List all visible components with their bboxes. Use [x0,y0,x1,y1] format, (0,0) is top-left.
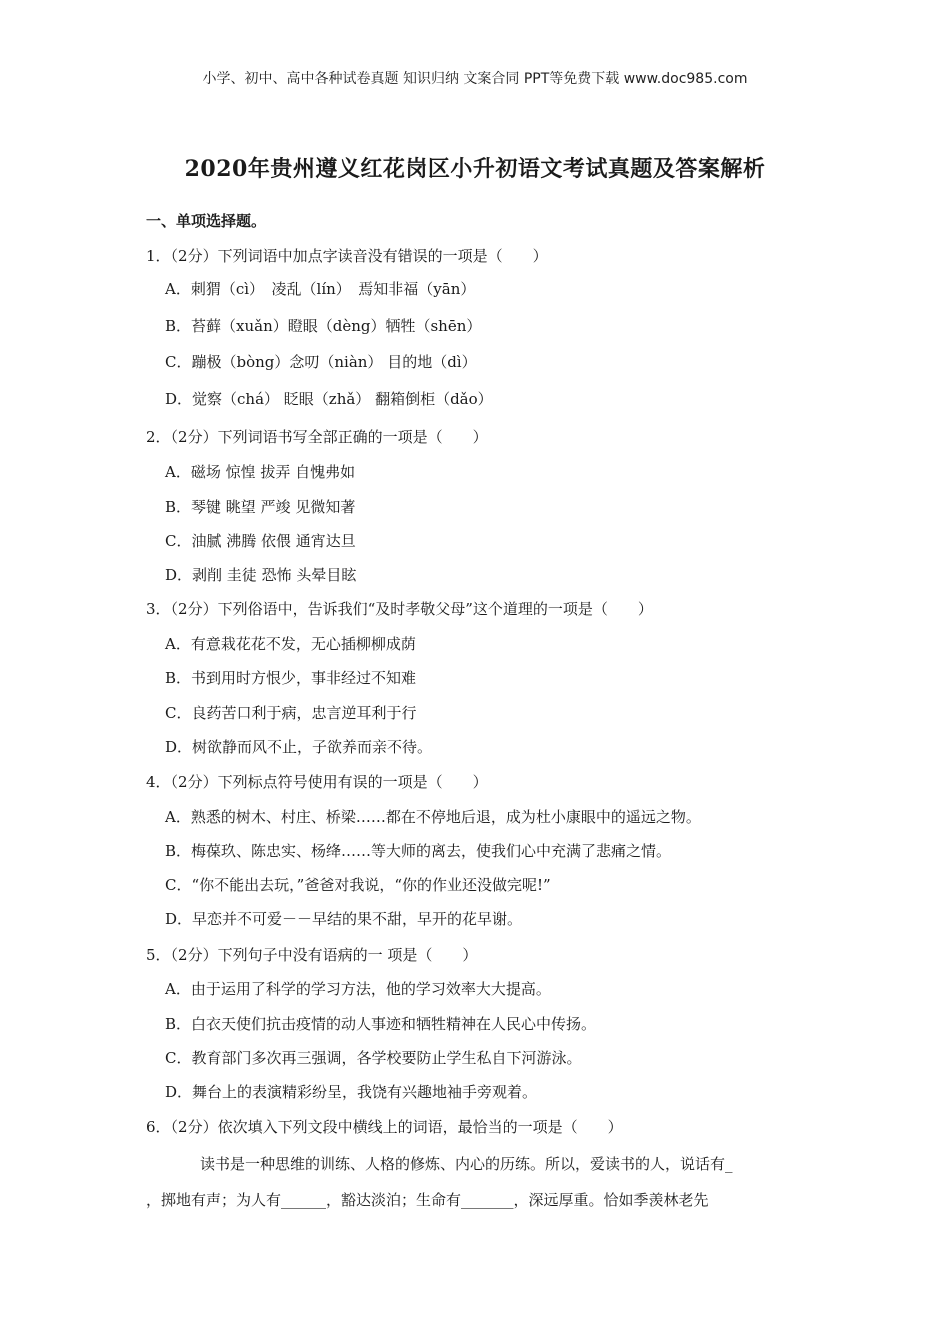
question-3-stem: 3．（2分）下列俗语中，告诉我们“及时孝敬父母”这个道理的一项是（ ） [146,600,653,618]
question-2-stem: 2．（2分）下列词语书写全部正确的一项是（ ） [146,428,488,446]
question-4-option-a: A．熟悉的树木、村庄、桥梁……都在不停地后退，成为杜小康眼中的遥远之物。 [165,808,701,826]
question-4-stem: 4．（2分）下列标点符号使用有误的一项是（ ） [146,773,488,791]
question-2-option-b: B．琴键 眺望 严竣 见微知著 [165,498,356,516]
question-2-option-d: D．剥削 圭徒 恐怖 头晕目眩 [165,566,357,584]
question-6-stem: 6．（2分）依次填入下列文段中横线上的词语，最恰当的一项是（ ） [146,1118,623,1136]
question-3-option-a: A．有意栽花花不发，无心插柳柳成荫 [165,635,416,653]
passage-line-1: 读书是一种思维的训练、人格的修炼、内心的历练。所以，爱读书的人，说话有_ [200,1155,733,1173]
question-1-option-c: C．蹦极（bòng）念叨（niàn） 目的地（dì） [165,353,477,371]
question-1-option-a: A．刺猬（cì） 凌乱（lín） 焉知非福（yān） [165,280,476,298]
page-header: 小学、初中、高中各种试卷真题 知识归纳 文案合同 PPT等免费下载 www.doc985.com [202,71,748,87]
question-3-option-d: D．树欲静而风不止，子欲养而亲不待。 [165,738,433,756]
question-1-option-b: B．苔藓（xuǎn）瞪眼（dèng）牺牲（shēn） [165,317,482,335]
question-1-option-d: D．觉察（chá） 眨眼（zhǎ） 翻箱倒柜（dǎo） [165,390,493,408]
document-title: 2020年贵州遵义红花岗区小升初语文考试真题及答案解析 [184,156,766,182]
passage-line-2: ，掷地有声；为人有______，豁达淡泊；生命有_______，深远厚重。恰如季羡林老先 [146,1191,709,1209]
question-5-option-c: C．教育部门多次再三强调，各学校要防止学生私自下河游泳。 [165,1049,582,1067]
question-5-option-b: B．白衣天使们抗击疫情的动人事迹和牺牲精神在人民心中传扬。 [165,1015,597,1033]
question-5-option-a: A．由于运用了科学的学习方法，他的学习效率大大提高。 [165,980,551,998]
question-4-option-d: D．早恋并不可爱－－早结的果不甜，早开的花早谢。 [165,910,523,928]
question-5-stem: 5．（2分）下列句子中没有语病的一 项是（ ） [146,946,478,964]
question-4-option-b: B．梅葆玖、陈忠实、杨绛……等大师的离去，使我们心中充满了悲痛之情。 [165,842,672,860]
question-1-stem: 1．（2分）下列词语中加点字读音没有错误的一项是（ ） [146,247,548,265]
question-3-option-b: B．书到用时方恨少，事非经过不知难 [165,669,417,687]
section-heading: 一、单项选择题。 [146,212,267,230]
question-3-option-c: C．良药苦口利于病，忠言逆耳利于行 [165,704,417,722]
question-2-option-c: C．油腻 沸腾 依偎 通宵达旦 [165,532,356,550]
question-2-option-a: A．磁场 惊惶 拔弄 自愧弗如 [165,463,356,481]
question-5-option-d: D．舞台上的表演精彩纷呈，我饶有兴趣地袖手旁观着。 [165,1083,538,1101]
question-4-option-c: C．“你不能出去玩，”爸爸对我说，“你的作业还没做完呢!” [165,876,551,894]
